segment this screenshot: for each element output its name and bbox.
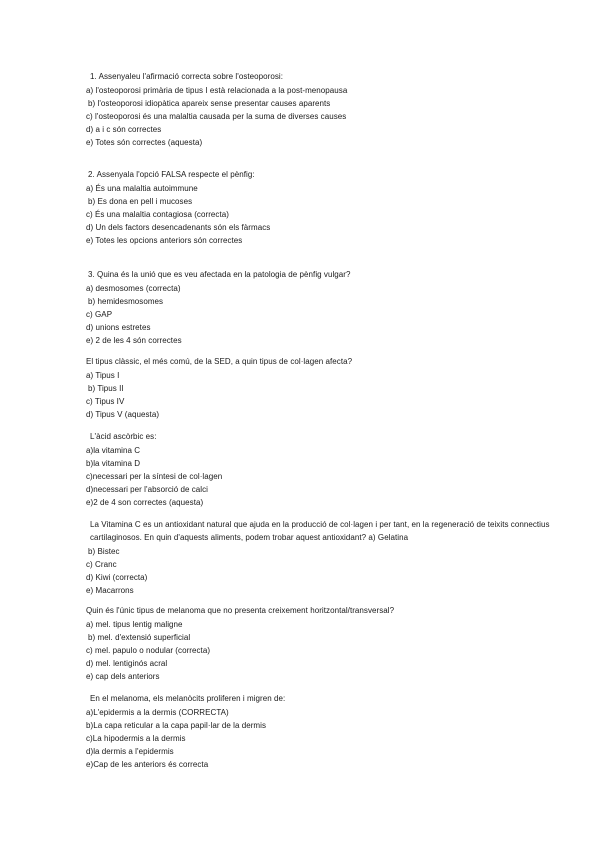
answer-option: d)necessari per l'absorció de calci	[86, 485, 208, 494]
question-block	[86, 268, 586, 347]
answer-option: b) Tipus II	[88, 384, 124, 393]
answer-option: d) unions estretes	[86, 323, 151, 332]
question-stem: 1. Assenyaleu l'afirmació correcta sobre l'osteoporosi:	[90, 72, 284, 81]
answer-option: b) hemidesmosomes	[88, 297, 164, 306]
answer-option: c) GAP	[86, 310, 113, 319]
question-stem: L'àcid ascòrbic es:	[90, 432, 157, 441]
answer-option: a)la vitamina C	[86, 446, 141, 455]
question-stem: 2. Assenyala l'opció FALSA respecte el pènfig:	[88, 170, 255, 179]
answer-option: c) Cranc	[86, 560, 117, 569]
answer-option: b)La capa reticular a la capa papil·lar de la dermis	[86, 721, 267, 730]
question-block	[86, 70, 586, 149]
question-block	[86, 518, 586, 597]
answer-option: a) Tipus I	[86, 371, 120, 380]
question-stem: El tipus clàssic, el més comú, de la SED, a quin tipus de col·lagen afecta?	[86, 357, 353, 366]
answer-option: e) Macarrons	[86, 586, 134, 595]
question-block	[86, 355, 586, 421]
answer-option: b) mel. d'extensió superficial	[88, 633, 191, 642]
question-stem: En el melanoma, els melanòcits proliferen i migren de:	[90, 694, 286, 703]
answer-option: b) l'osteoporosi idiopàtica apareix sense presentar causes aparents	[88, 99, 331, 108]
answer-option: d)la dermis a l'epidermis	[86, 747, 174, 756]
answer-option: a) mel. tipus lentig maligne	[86, 620, 183, 629]
answer-option: d) Tipus V (aquesta)	[86, 410, 160, 419]
answer-option: e) Totes les opcions anteriors són correctes	[86, 236, 243, 245]
answer-option: a) desmosomes (correcta)	[86, 284, 181, 293]
answer-option: e) cap dels anteriors	[86, 672, 160, 681]
answer-option: c)La hipodermis a la dermis	[86, 734, 186, 743]
answer-option: a) l'osteoporosi primària de tipus I està relacionada a la post-menopausa	[86, 86, 348, 95]
answer-option: c) Tipus IV	[86, 397, 125, 406]
answer-option: e)2 de 4 son correctes (aquesta)	[86, 498, 204, 507]
answer-option: c) És una malaltia contagiosa (correcta)	[86, 210, 229, 219]
answer-option: d) a i c són correctes	[86, 125, 162, 134]
answer-option: a) És una malaltia autoimmune	[86, 184, 198, 193]
question-block	[86, 168, 586, 247]
question-block	[86, 692, 586, 771]
answer-option: c)necessari per la síntesi de col·lagen	[86, 472, 223, 481]
answer-option: e) Totes són correctes (aquesta)	[86, 138, 203, 147]
answer-option: e) 2 de les 4 són correctes	[86, 336, 182, 345]
question-block	[86, 604, 586, 683]
answer-option: b) Bistec	[88, 547, 120, 556]
answer-option: a)L'epidermis a la dermis (CORRECTA)	[86, 708, 229, 717]
answer-option: b)la vitamina D	[86, 459, 141, 468]
question-stem: Quin és l'únic tipus de melanoma que no presenta creixement horitzontal/transversal?	[86, 606, 395, 615]
answer-option: b) Es dona en pell i mucoses	[88, 197, 193, 206]
answer-option: e)Cap de les anteriors és correcta	[86, 760, 209, 769]
answer-option: c) mel. papulo o nodular (correcta)	[86, 646, 211, 655]
question-stem: La Vitamina C es un antioxidant natural que ajuda en la producció de col·lagen i per tant, en la regeneració de teixits connectius cartilaginosos. En quin d'aquests aliments, podem trobar aquest antioxidant? a) Gelatina	[90, 520, 550, 542]
answer-option: d) Un dels factors desencadenants són els fàrmacs	[86, 223, 271, 232]
answer-option: d) mel. lentiginós acral	[86, 659, 168, 668]
question-block	[86, 430, 586, 509]
question-stem: 3. Quina és la unió que es veu afectada en la patologia de pènfig vulgar?	[88, 270, 351, 279]
answer-option: d) Kiwi (correcta)	[86, 573, 148, 582]
answer-option: c) l'osteoporosi és una malaltia causada per la suma de diverses causes	[86, 112, 347, 121]
